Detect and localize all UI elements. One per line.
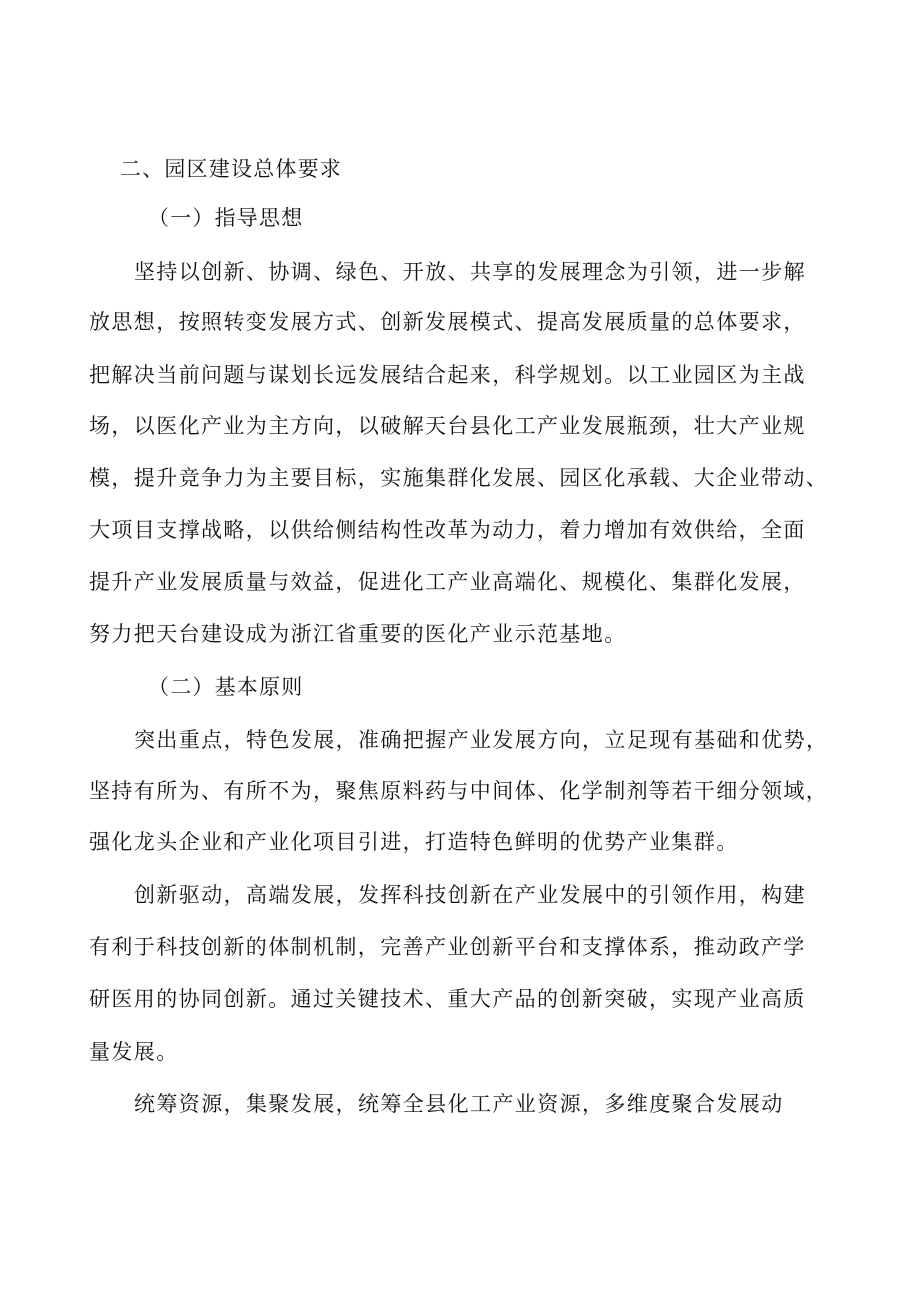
paragraph-line: 量发展。 xyxy=(89,1040,179,1064)
subsection-title-guiding-ideology: （一）指导思想 xyxy=(148,206,304,230)
paragraph-line: 坚持有所为、有所不为，聚焦原料药与中间体、化学制剂等若干细分领域， xyxy=(89,779,829,803)
section-heading: 二、园区建设总体要求 xyxy=(120,157,342,181)
paragraph-line: 统筹资源，集聚发展，统筹全县化工产业资源，多维度聚合发展动 xyxy=(134,1092,784,1116)
paragraph-line: 努力把天台建设成为浙江省重要的医化产业示范基地。 xyxy=(89,622,627,646)
paragraph-line: 研医用的协同创新。通过关键技术、重大产品的创新突破，实现产业高质 xyxy=(89,987,806,1011)
paragraph-line: 突出重点，特色发展，准确把握产业发展方向，立足现有基础和优势， xyxy=(134,728,829,752)
subsection-title-basic-principles: （二）基本原则 xyxy=(148,675,304,699)
paragraph-line: 提升产业发展质量与效益，促进化工产业高端化、规模化、集群化发展， xyxy=(89,570,806,594)
paragraph-line: 有利于科技创新的体制机制，完善产业创新平台和支撑体系，推动政产学 xyxy=(89,935,806,959)
paragraph-line: 强化龙头企业和产业化项目引进，打造特色鲜明的优势产业集群。 xyxy=(89,830,739,854)
paragraph-line: 把解决当前问题与谋划长远发展结合起来，科学规划。以工业园区为主战 xyxy=(89,363,806,387)
paragraph-line: 场，以医化产业为主方向，以破解天台县化工产业发展瓶颈，壮大产业规 xyxy=(89,414,806,438)
paragraph-line: 大项目支撑战略，以供给侧结构性改革为动力，着力增加有效供给，全面 xyxy=(89,518,806,542)
paragraph-line: 创新驱动，高端发展，发挥科技创新在产业发展中的引领作用，构建 xyxy=(134,883,806,907)
paragraph-line: 放思想，按照转变发展方式、创新发展模式、提高发展质量的总体要求， xyxy=(89,310,806,334)
paragraph-line: 坚持以创新、协调、绿色、开放、共享的发展理念为引领，进一步解 xyxy=(134,260,806,284)
paragraph-line: 模，提升竞争力为主要目标，实施集群化发展、园区化承载、大企业带动、 xyxy=(89,466,829,490)
